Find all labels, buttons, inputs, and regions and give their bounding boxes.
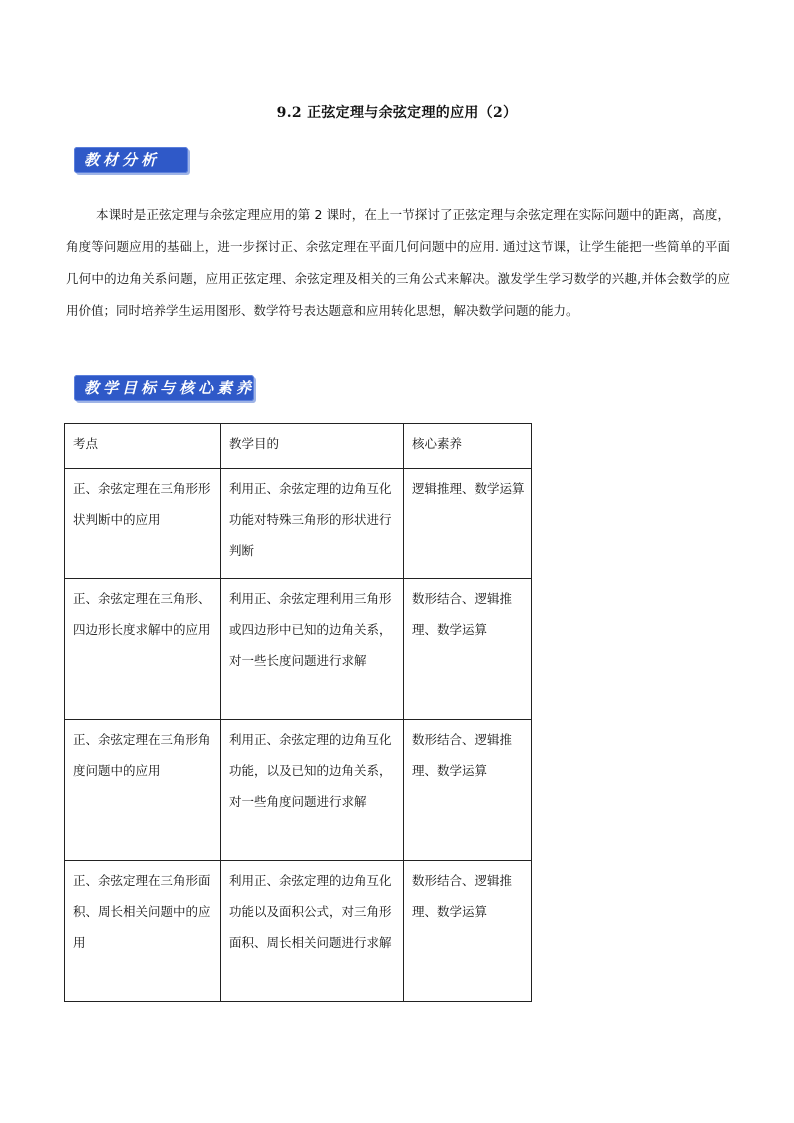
textbook-analysis-paragraph: 本课时是正弦定理与余弦定理应用的第 2 课时，在上一节探讨了正弦定理与余弦定理在实际问题中的距离，高度，角度等问题应用的基础上，进一步探讨正、余弦定理在平面几何问题中的应用. 通过这节课，让学生能把一些简单的平面几何中的边角关系问题，应用正弦定理、余弦定理及相关的三角公式来解决。激发学生学习数学的兴趣,并体会数学的应用价值；同时培养学生运用图形、数学符号表达题意和应用转化思想，解决数学问题的能力。 [66, 207, 730, 318]
table-row [65, 861, 532, 1002]
table-cell-topic: 正、余弦定理在三角形形状判断中的应用 [65, 469, 221, 579]
table-cell-literacy: 数形结合、逻辑推理、数学运算 [404, 861, 532, 1002]
table-cell-literacy: 数形结合、逻辑推理、数学运算 [404, 579, 532, 720]
table-header-row [65, 424, 532, 469]
table-row [65, 579, 532, 720]
section-heading-textbook-analysis [74, 147, 188, 173]
table-cell-purpose: 利用正、余弦定理利用三角形或四边形中已知的边角关系，对一些长度问题进行求解 [221, 579, 404, 720]
section-heading-label: 教材分析 [84, 151, 161, 169]
table-cell-literacy: 数形结合、逻辑推理、数学运算 [404, 720, 532, 861]
table-cell-topic: 正、余弦定理在三角形、四边形长度求解中的应用 [65, 579, 221, 720]
table-row [65, 720, 532, 861]
teaching-goals-table [64, 423, 532, 1002]
table-header-cell: 核心素养 [404, 424, 532, 469]
table-cell-topic: 正、余弦定理在三角形面积、周长相关问题中的应用 [65, 861, 221, 1002]
table-cell-purpose: 利用正、余弦定理的边角互化功能，以及已知的边角关系，对一些角度问题进行求解 [221, 720, 404, 861]
section-heading-label: 教学目标与核心素养 [84, 379, 256, 397]
table-cell-topic: 正、余弦定理在三角形角度问题中的应用 [65, 720, 221, 861]
page-title: 9.2 正弦定理与余弦定理的应用（2） [276, 105, 518, 121]
table-cell-literacy: 逻辑推理、数学运算 [404, 469, 532, 579]
table-header-cell: 考点 [65, 424, 221, 469]
section-heading-teaching-goals [74, 375, 254, 401]
table-row [65, 469, 532, 579]
table-header-cell: 教学目的 [221, 424, 404, 469]
table-cell-purpose: 利用正、余弦定理的边角互化功能对特殊三角形的形状进行判断 [221, 469, 404, 579]
table-cell-purpose: 利用正、余弦定理的边角互化功能以及面积公式，对三角形面积、周长相关问题进行求解 [221, 861, 404, 1002]
